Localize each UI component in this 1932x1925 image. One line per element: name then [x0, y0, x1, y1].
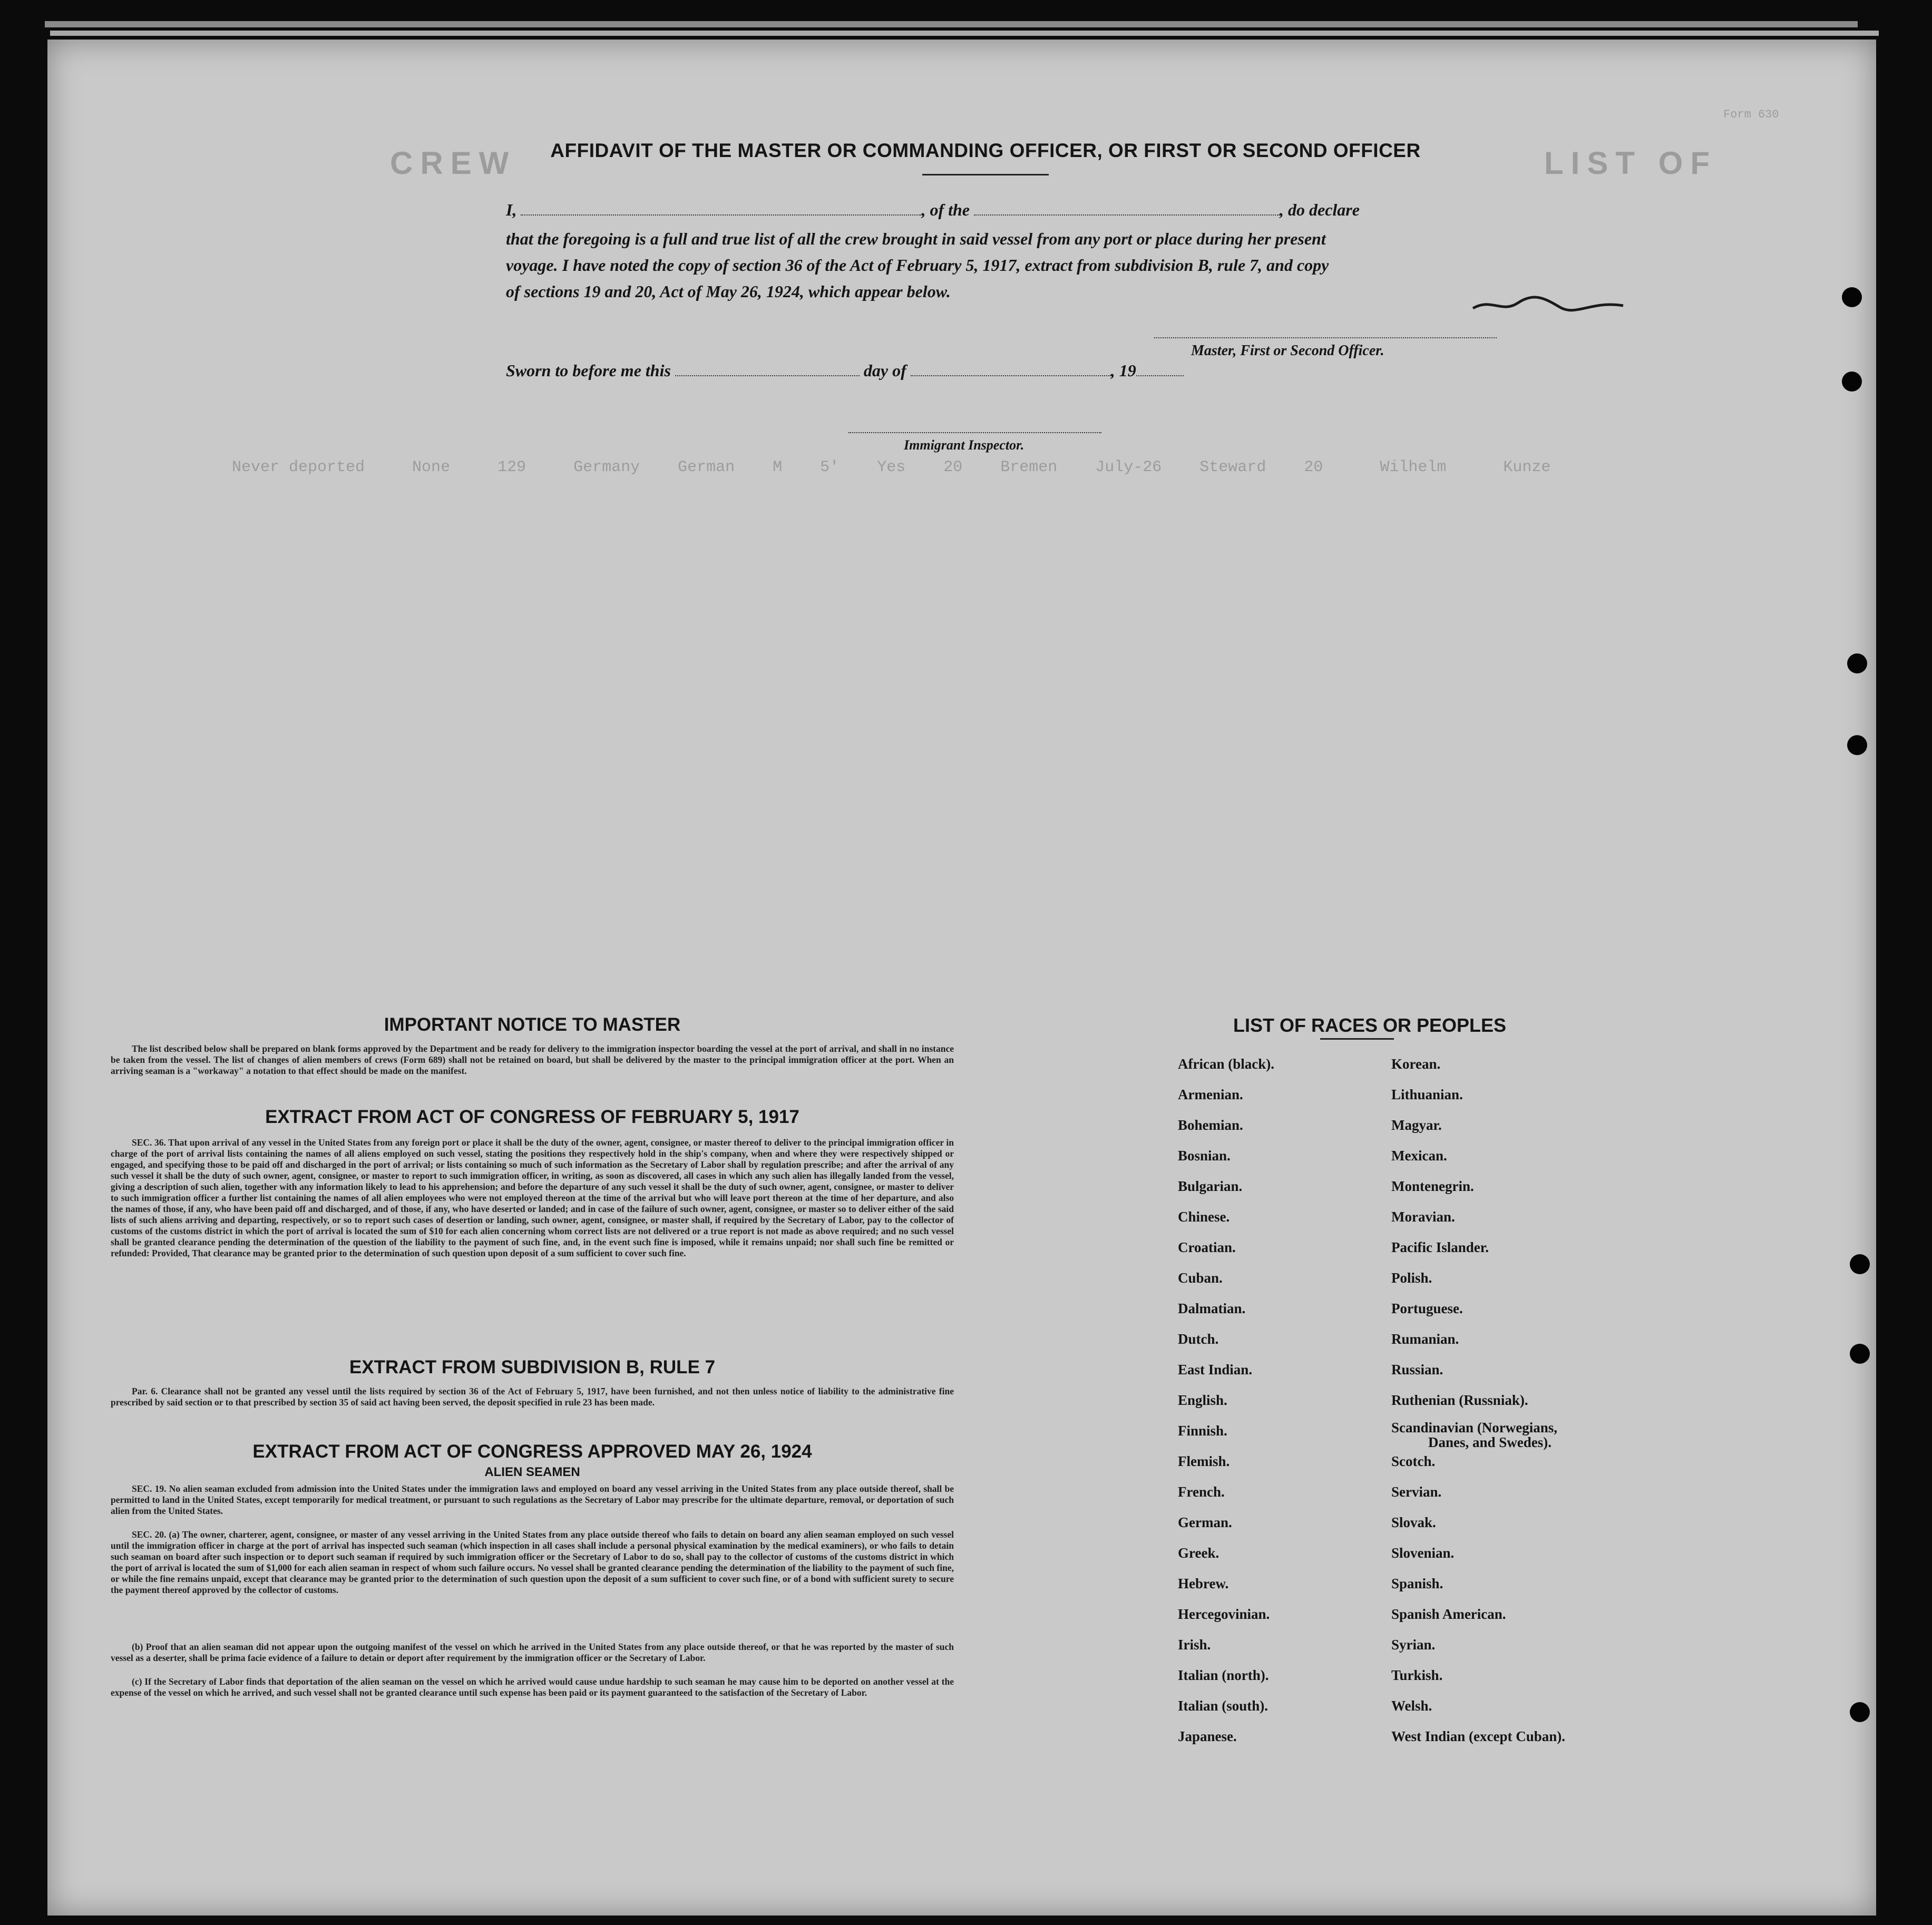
race-item: Montenegrin.: [1391, 1178, 1474, 1194]
race-item: Pacific Islander.: [1391, 1239, 1489, 1255]
race-item: Slovak.: [1391, 1514, 1436, 1530]
extract-1917-text: SEC. 36. That upon arrival of any vessel in the United States from any foreign port or place it shall be the duty of the owner, agent, consignee, or master thereof to deliver to the principal immigration officer in charge of the port of arrival lists containing the names of all aliens employed on such vessel, stating the positions they respectively hold in the ship's company, when and where they were respectively shipped or engaged, and specifying those to be paid off and discharged in the port of arrival; or lists containing so much of such information as the Secretary of Labor shall by regulation prescribe; and after the arrival of any such vessel it shall be the duty of such owner, agent, consignee, or master to report to such immigration officer, in writing, as soon as discovered, all cases in which any such alien has illegally landed from the vessel, giving a description of such alien, together with any information likely to lead to his apprehension; and before the departure of any such vessel it shall be the duty of such owner, agent, consignee, or master to deliver to such immigration officer a further list containing the names of all alien employees who were not employed thereon at the time of the arrival but who will leave port thereon at the time of her departure, and also the names of those, if any, who have been paid off and discharged, and of those, if any, who have deserted or landed; and in case of the failure of such owner, agent, consignee, or master so to deliver either of the said lists of such aliens arriving and departing, respectively, or so to report such cases of desertion or landing, such owner, agent, consignee, or master shall, if required by the Secretary of Labor, pay to the collector of customs of the customs district in which the port of arrival is located the sum of $10 for each alien concerning whom correct lists are not delivered or a true report is not made as above required; and no such vessel shall be granted clearance pending the determination of the question of the liability to the payment of such fine, and, in the event such fine is imposed, while it remains unpaid; nor shall such fine be remitted or refunded: Provided, That clearance may be granted prior to the determination of such question upon deposit of a sum sufficient to cover such fine.: [111, 1137, 954, 1258]
race-item: Japanese.: [1178, 1728, 1237, 1744]
race-item: Dalmatian.: [1178, 1301, 1246, 1316]
race-item: English.: [1178, 1392, 1227, 1408]
race-item: Bohemian.: [1178, 1117, 1243, 1133]
race-item: Polish.: [1391, 1270, 1432, 1286]
affidavit-line-3: voyage. I have noted the copy of section 36 of the Act of February 5, 1917, extract from subdivision B, rule 7, and copy: [506, 256, 1329, 275]
race-item: Lithuanian.: [1391, 1087, 1463, 1102]
race-item: Magyar.: [1391, 1117, 1442, 1133]
sworn-month-field[interactable]: [911, 375, 1111, 376]
race-item: Scotch.: [1391, 1453, 1436, 1469]
master-signature-line[interactable]: [1154, 337, 1497, 338]
punch-hole: [1842, 287, 1862, 307]
affidavit-of-the: , of the: [921, 200, 970, 219]
race-item: Spanish.: [1391, 1576, 1443, 1591]
name-field[interactable]: [521, 214, 921, 216]
page-edge-second: [50, 31, 1879, 36]
punch-hole: [1842, 372, 1862, 392]
race-item: Bosnian.: [1178, 1148, 1231, 1164]
affidavit-line-2: that the foregoing is a full and true list of all the crew brought in said vessel from any port or place during her present: [506, 229, 1326, 248]
race-item: French.: [1178, 1484, 1225, 1500]
extract-1917-title: EXTRACT FROM ACT OF CONGRESS OF FEBRUARY 5, 1917: [265, 1107, 799, 1127]
races-title: LIST OF RACES OR PEOPLES: [1233, 1014, 1507, 1036]
extract-rule7-title: EXTRACT FROM SUBDIVISION B, RULE 7: [349, 1357, 716, 1377]
race-item: Turkish.: [1391, 1667, 1443, 1683]
affidavit-i: I,: [506, 200, 517, 219]
extract-1924-title: EXTRACT FROM ACT OF CONGRESS APPROVED MAY 26, 1924: [252, 1441, 812, 1462]
punch-hole: [1847, 735, 1867, 755]
race-item: Hercegovinian.: [1178, 1606, 1270, 1622]
affidavit-title-rule: [922, 174, 1049, 175]
race-item: African (black).: [1178, 1056, 1274, 1072]
affidavit-do-declare: , do declare: [1280, 200, 1360, 219]
vessel-field[interactable]: [974, 214, 1280, 216]
punch-hole: [1850, 1702, 1870, 1722]
document-page: [47, 40, 1876, 1916]
races-left-column: [1178, 1049, 1274, 1752]
race-item: Ruthenian (Russniak).: [1391, 1392, 1528, 1408]
races-list: [1178, 1049, 1705, 1807]
affidavit-line-1: [506, 200, 1534, 220]
day-of-label: day of: [863, 361, 906, 380]
notice-text: The list described below shall be prepared on blank forms approved by the Department and be ready for delivery to the immigration inspector boarding the vessel at the port of arrival, and shall in no instance be taken from the vessel. The list of changes of alien members of crews (Form 689) shall not be retained on board, but shall be delivered by the master to the principal immigration officer at the port. When an arriving seaman is a "workaway" a notation to that effect should be made on the manifest.: [111, 1043, 954, 1076]
extract-1924-sec19: SEC. 19. No alien seaman excluded from admission into the United States under the immigration laws and employed on board any vessel arriving in the United States from any place outside thereof, shall be permitted to land in the United States, except temporarily for medical treatment, or pursuant to such regulations as the Secretary of Labor may prescribe for the ultimate departure, removal, or deportation of such alien from the United States.: [111, 1483, 954, 1516]
race-item: East Indian.: [1178, 1362, 1253, 1377]
extract-1924-sec20c: (c) If the Secretary of Labor finds that deportation of the alien seaman on the vessel on which he arrived would cause undue hardship to such seaman he may cause him to be deported on another vessel at the expense of the vessel on which he arrived, and such vessel shall not be granted clearance until such expense has been paid or its payment guaranteed to the satisfaction of the Secretary of Labor.: [111, 1676, 954, 1698]
race-item: West Indian (except Cuban).: [1391, 1728, 1566, 1744]
extract-1924-subtitle: ALIEN SEAMEN: [484, 1465, 580, 1479]
sworn-line: [506, 361, 1296, 380]
race-item: Korean.: [1391, 1056, 1441, 1072]
race-item: Moravian.: [1391, 1209, 1455, 1225]
year-prefix: , 19: [1110, 361, 1136, 380]
race-item: Spanish American.: [1391, 1606, 1506, 1622]
race-item: Rumanian.: [1391, 1331, 1459, 1347]
race-item: Bulgarian.: [1178, 1178, 1243, 1194]
race-item: Flemish.: [1178, 1453, 1230, 1469]
sworn-day-field[interactable]: [675, 375, 860, 376]
race-item: Croatian.: [1178, 1239, 1236, 1255]
race-item: Dutch.: [1178, 1331, 1219, 1347]
race-item: Syrian.: [1391, 1637, 1436, 1653]
punch-hole: [1847, 653, 1867, 673]
race-item: Welsh.: [1391, 1698, 1432, 1714]
race-item: Portuguese.: [1391, 1301, 1463, 1316]
affidavit-title: AFFIDAVIT OF THE MASTER OR COMMANDING OFFICER, OR FIRST OR SECOND OFFICER: [550, 140, 1421, 161]
race-item: Mexican.: [1391, 1148, 1447, 1164]
race-item: Scandinavian (Norwegians, Danes, and Swedes).: [1391, 1415, 1565, 1446]
race-item: German.: [1178, 1514, 1232, 1530]
inspector-label: Immigrant Inspector.: [904, 437, 1024, 453]
race-item: Chinese.: [1178, 1209, 1230, 1225]
races-title-rule: [1320, 1038, 1394, 1040]
master-label: Master, First or Second Officer.: [1191, 343, 1384, 359]
race-item: Armenian.: [1178, 1087, 1243, 1102]
race-item: Finnish.: [1178, 1423, 1227, 1439]
bleed-through-text: Form 630 CREW LIST OF Never deported None 129 Germany German M 5' Yes 20 Bremen July-26 Steward 20 Wilhelm Kunze: [232, 108, 1779, 476]
race-item: Servian.: [1391, 1484, 1442, 1500]
sworn-year-field[interactable]: [1136, 375, 1184, 376]
punch-hole: [1850, 1344, 1870, 1364]
page-edge-top: [45, 21, 1858, 27]
race-item: Irish.: [1178, 1637, 1211, 1653]
extract-1924-sec20a: SEC. 20. (a) The owner, charterer, agent, consignee, or master of any vessel arriving in the United States from any place outside thereof who fails to detain on board any alien seaman employed on such vessel until the immigration officer in charge at the port of arrival has inspected such seaman (which inspection in all cases shall include a personal physical examination by the medical examiners), or who fails to detain such seaman on board after such inspection or to deport such seaman if required by such immigration officer or the Secretary of Labor to do so, shall pay to the collector of customs of the customs district in which the port of arrival is located the sum of $1,000 for each alien seaman in respect of whom such failure occurs. No vessel shall be granted clearance pending the determination of the liability to the payment of such fine, or while the fine remains unpaid, except that clearance may be granted prior to the determination of such question upon the deposit of a sum sufficient to cover such fine, or of a bond with sufficient surety to secure the payment thereof approved by the collector of customs.: [111, 1529, 954, 1595]
race-item: Russian.: [1391, 1362, 1443, 1377]
race-item: Hebrew.: [1178, 1576, 1229, 1591]
signature: [1470, 287, 1628, 319]
races-right-column: [1391, 1049, 1565, 1752]
extract-rule7-text: Par. 6. Clearance shall not be granted any vessel until the lists required by section 36 of the Act of February 5, 1917, have been furnished, and not then unless notice of liability to the administrative fine prescribed by said section or to that prescribed by section 35 of said act having been served, the deposit specified in rule 23 has been made.: [111, 1386, 954, 1408]
inspector-signature-line[interactable]: [848, 432, 1101, 433]
race-item: Italian (north).: [1178, 1667, 1269, 1683]
extract-1924-sec20b: (b) Proof that an alien seaman did not appear upon the outgoing manifest of the vessel on which he arrived in the United States from any place outside thereof, or that he was reported by the master of such vessel as a deserter, shall be prima facie evidence of a failure to detain or deport after requirement by the immigration officer or the Secretary of Labor.: [111, 1641, 954, 1663]
race-item: Greek.: [1178, 1545, 1219, 1561]
notice-title: IMPORTANT NOTICE TO MASTER: [384, 1014, 681, 1035]
sworn-label: Sworn to before me this: [506, 361, 671, 380]
race-item-continuation: Danes, and Swedes).: [1428, 1434, 1552, 1450]
race-item: Italian (south).: [1178, 1698, 1269, 1714]
affidavit-line-4: of sections 19 and 20, Act of May 26, 1924, which appear below.: [506, 282, 951, 301]
punch-hole: [1850, 1254, 1870, 1274]
race-item: Cuban.: [1178, 1270, 1223, 1286]
race-item: Slovenian.: [1391, 1545, 1455, 1561]
